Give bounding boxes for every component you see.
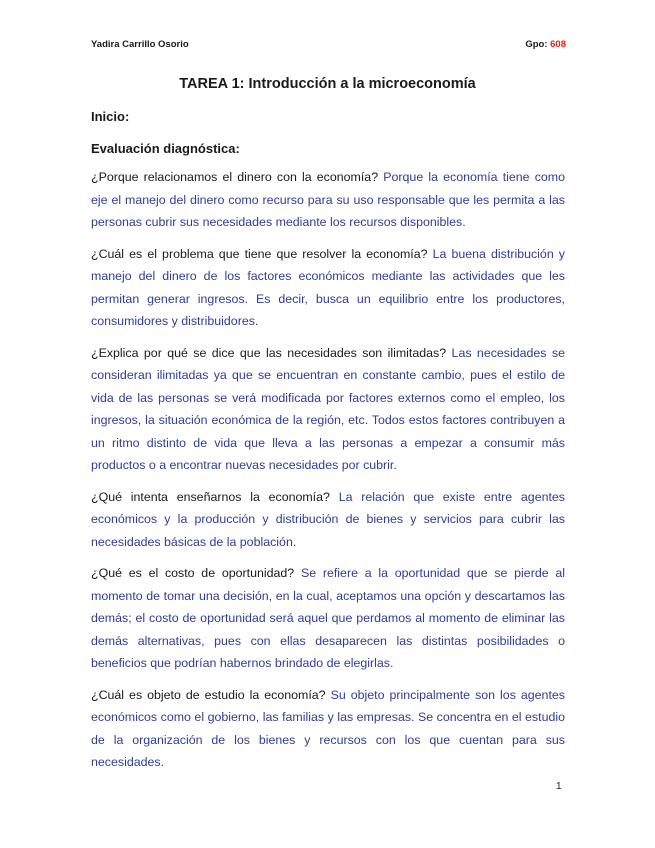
answer: La buena distribución y manejo del dinero de los factores económicos mediante las actividades que les permitan generar ingresos. Es decir, busca un equilibrio entre los productores, consumidores y distribuidores. xyxy=(91,246,565,328)
qa-item xyxy=(91,166,565,234)
qa-item xyxy=(91,342,565,477)
page-number: 1 xyxy=(556,781,562,792)
page-header xyxy=(91,39,566,53)
question: ¿Qué es el costo de oportunidad? xyxy=(91,566,295,580)
answer: Su objeto principalmente son los agentes económicos como el gobierno, las familias y las empresas. Se concentra en el estudio de la organización de los bienes y recursos con los que cuentan para sus necesidades. xyxy=(91,687,565,769)
qa-list xyxy=(91,166,565,783)
section-evaluacion: Evaluación diagnóstica: xyxy=(91,141,240,156)
question: ¿Cuál es el problema que tiene que resolver la economía? xyxy=(91,246,428,261)
qa-item xyxy=(91,243,565,333)
question: ¿Qué intenta enseñarnos la economía? xyxy=(91,489,330,504)
section-inicio: Inicio: xyxy=(91,109,130,124)
answer: Las necesidades se consideran ilimitadas ya que se encuentran en constante cambio, pues el estilo de vida de las personas se verá modificada por factores externos como el empleo, los ingresos, la situación económica de la región, etc. Todos estos factores contribuyen a un ritmo distinto de vida que lleva a las personas a empezar a consumir más productos o a encontrar nuevas necesidades por cubrir. xyxy=(91,345,565,472)
answer: Se refiere a la oportunidad que se pierde al momento de tomar una decisión, en la cual, aceptamos una opción y descartamos las demás; el costo de oportunidad será aquel que perdamos al momento de eliminar las demás alternativas, pues con ellas desaparecen las distintas posibilidades o beneficios que podrían habernos brindado de elegirlas. xyxy=(91,566,565,670)
group-number: 608 xyxy=(550,39,566,50)
answer: Porque la economía tiene como eje el manejo del dinero como recurso para su uso responsable que les permita a las personas cubrir sus necesidades mediante los recursos disponibles. xyxy=(91,170,566,229)
group-label-text: Gpo: xyxy=(525,39,548,50)
qa-item xyxy=(91,562,565,675)
answer: La relación que existe entre agentes económicos y la producción y distribución de bienes y servicios para cubrir las necesidades básicas de la población. xyxy=(91,489,566,549)
question: ¿Cuál es objeto de estudio la economía? xyxy=(91,687,326,702)
qa-item xyxy=(91,486,565,554)
author-name: Yadira Carrillo Osorio xyxy=(91,39,189,50)
qa-item xyxy=(91,684,565,774)
question: ¿Porque relacionamos el dinero con la economía? xyxy=(91,170,379,184)
question: ¿Explica por qué se dice que las necesidades son ilimitadas? xyxy=(91,345,447,360)
document-title: TAREA 1: Introducción a la microeconomía xyxy=(179,76,476,92)
group-label xyxy=(525,39,566,50)
